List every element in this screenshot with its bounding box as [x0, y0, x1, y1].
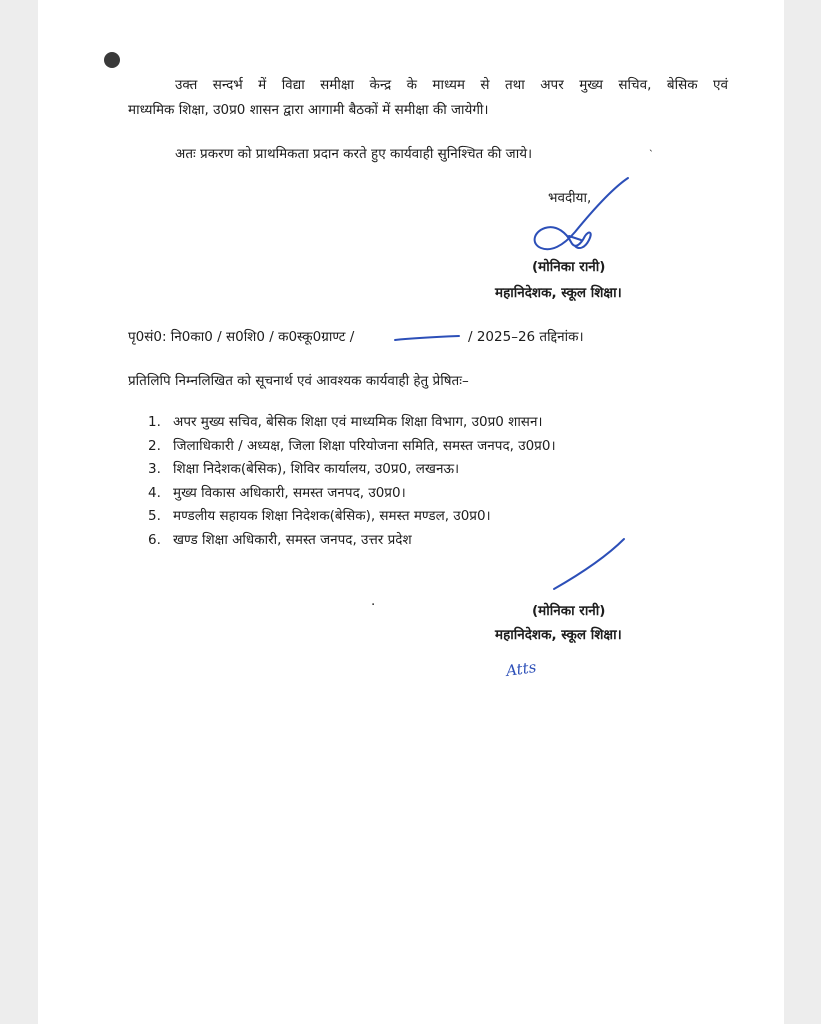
- signature-2: [548, 535, 628, 595]
- closing-phrase: भवदीया,: [548, 190, 592, 206]
- signatory-name: (मोनिका रानी): [532, 259, 606, 275]
- reference-number-stroke: [393, 330, 463, 344]
- letter-page: उक्त सन्दर्भ में विद्या समीक्षा केन्द्र के माध्यम से तथा अपर मुख्य सचिव, बेसिक एवं माध्यमिक शिक्षा, उ0प्र0 शासन द्वारा आगामी बैठकों में समीक्षा की जायेगी। अतः प्रकरण को प्राथमिकता प्रदान करते हुए कार्यवाही सुनिश्चित की जाये। ˴ भवदीया, (मोनिका रानी) महानिदेशक, स्कूल शिक्षा। पृ0सं0: नि0का0 / स0शि0 / क0स्कू0ग्राण्ट / / 2025–26 तद्दिनांक। प्रतिलिपि निम्नलिखित को सूचनार्थ एवं आवश्यक कार्यवाही हेतु प्रेषितः– 1. अपर मुख्य सचिव, बेसिक शिक्षा एवं माध्यमिक शिक्षा विभाग, उ0प्र0 शासन। 2. जिलाधिकारी / अध्यक्ष, जिला शिक्षा परियोजना समिति, समस्त जनपद, उ0प्र0। 3. शिक्षा निदेशक(बेसिक), शिविर कार्यालय, उ0प्र0, लखनऊ। 4. मुख्य विकास अधिकारी, समस्त जनपद, उ0प्र0। 5. मण्डलीय सहायक शिक्षा निदेशक(बेसिक), समस्त मण्डल, उ0प्र0। 6. खण्ड शिक्षा अधिकारी, समस्त जनपद, उत्तर प्रदेश · (मोनिका रानी) महानिदेशक, स्कूल शिक्षा। Atts: [38, 0, 784, 1024]
- ink-dot: ·: [371, 597, 376, 613]
- paragraph-1-line-1: उक्त सन्दर्भ में विद्या समीक्षा केन्द्र के माध्यम से तथा अपर मुख्य सचिव, बेसिक एवं: [175, 77, 728, 93]
- copy-intro: प्रतिलिपि निम्नलिखित को सूचनार्थ एवं आवश्यक कार्यवाही हेतु प्रेषितः–: [128, 373, 469, 389]
- initials-mark: Atts: [504, 657, 538, 681]
- ink-mark: ˴: [649, 143, 653, 156]
- paragraph-1-line-2: माध्यमिक शिक्षा, उ0प्र0 शासन द्वारा आगामी बैठकों में समीक्षा की जायेगी।: [128, 102, 489, 118]
- signatory-title: महानिदेशक, स्कूल शिक्षा।: [495, 285, 622, 301]
- punch-hole: [104, 52, 120, 68]
- reference-prefix: पृ0सं0: नि0का0 / स0शि0 / क0स्कू0ग्राण्ट /: [128, 329, 355, 345]
- reference-suffix: / 2025–26 तद्दिनांक।: [468, 329, 584, 345]
- paragraph-2: अतः प्रकरण को प्राथमिकता प्रदान करते हुए कार्यवाही सुनिश्चित की जाये।: [175, 146, 533, 162]
- footer-signatory-name: (मोनिका रानी): [532, 603, 606, 619]
- footer-signatory-title: महानिदेशक, स्कूल शिक्षा।: [495, 627, 622, 643]
